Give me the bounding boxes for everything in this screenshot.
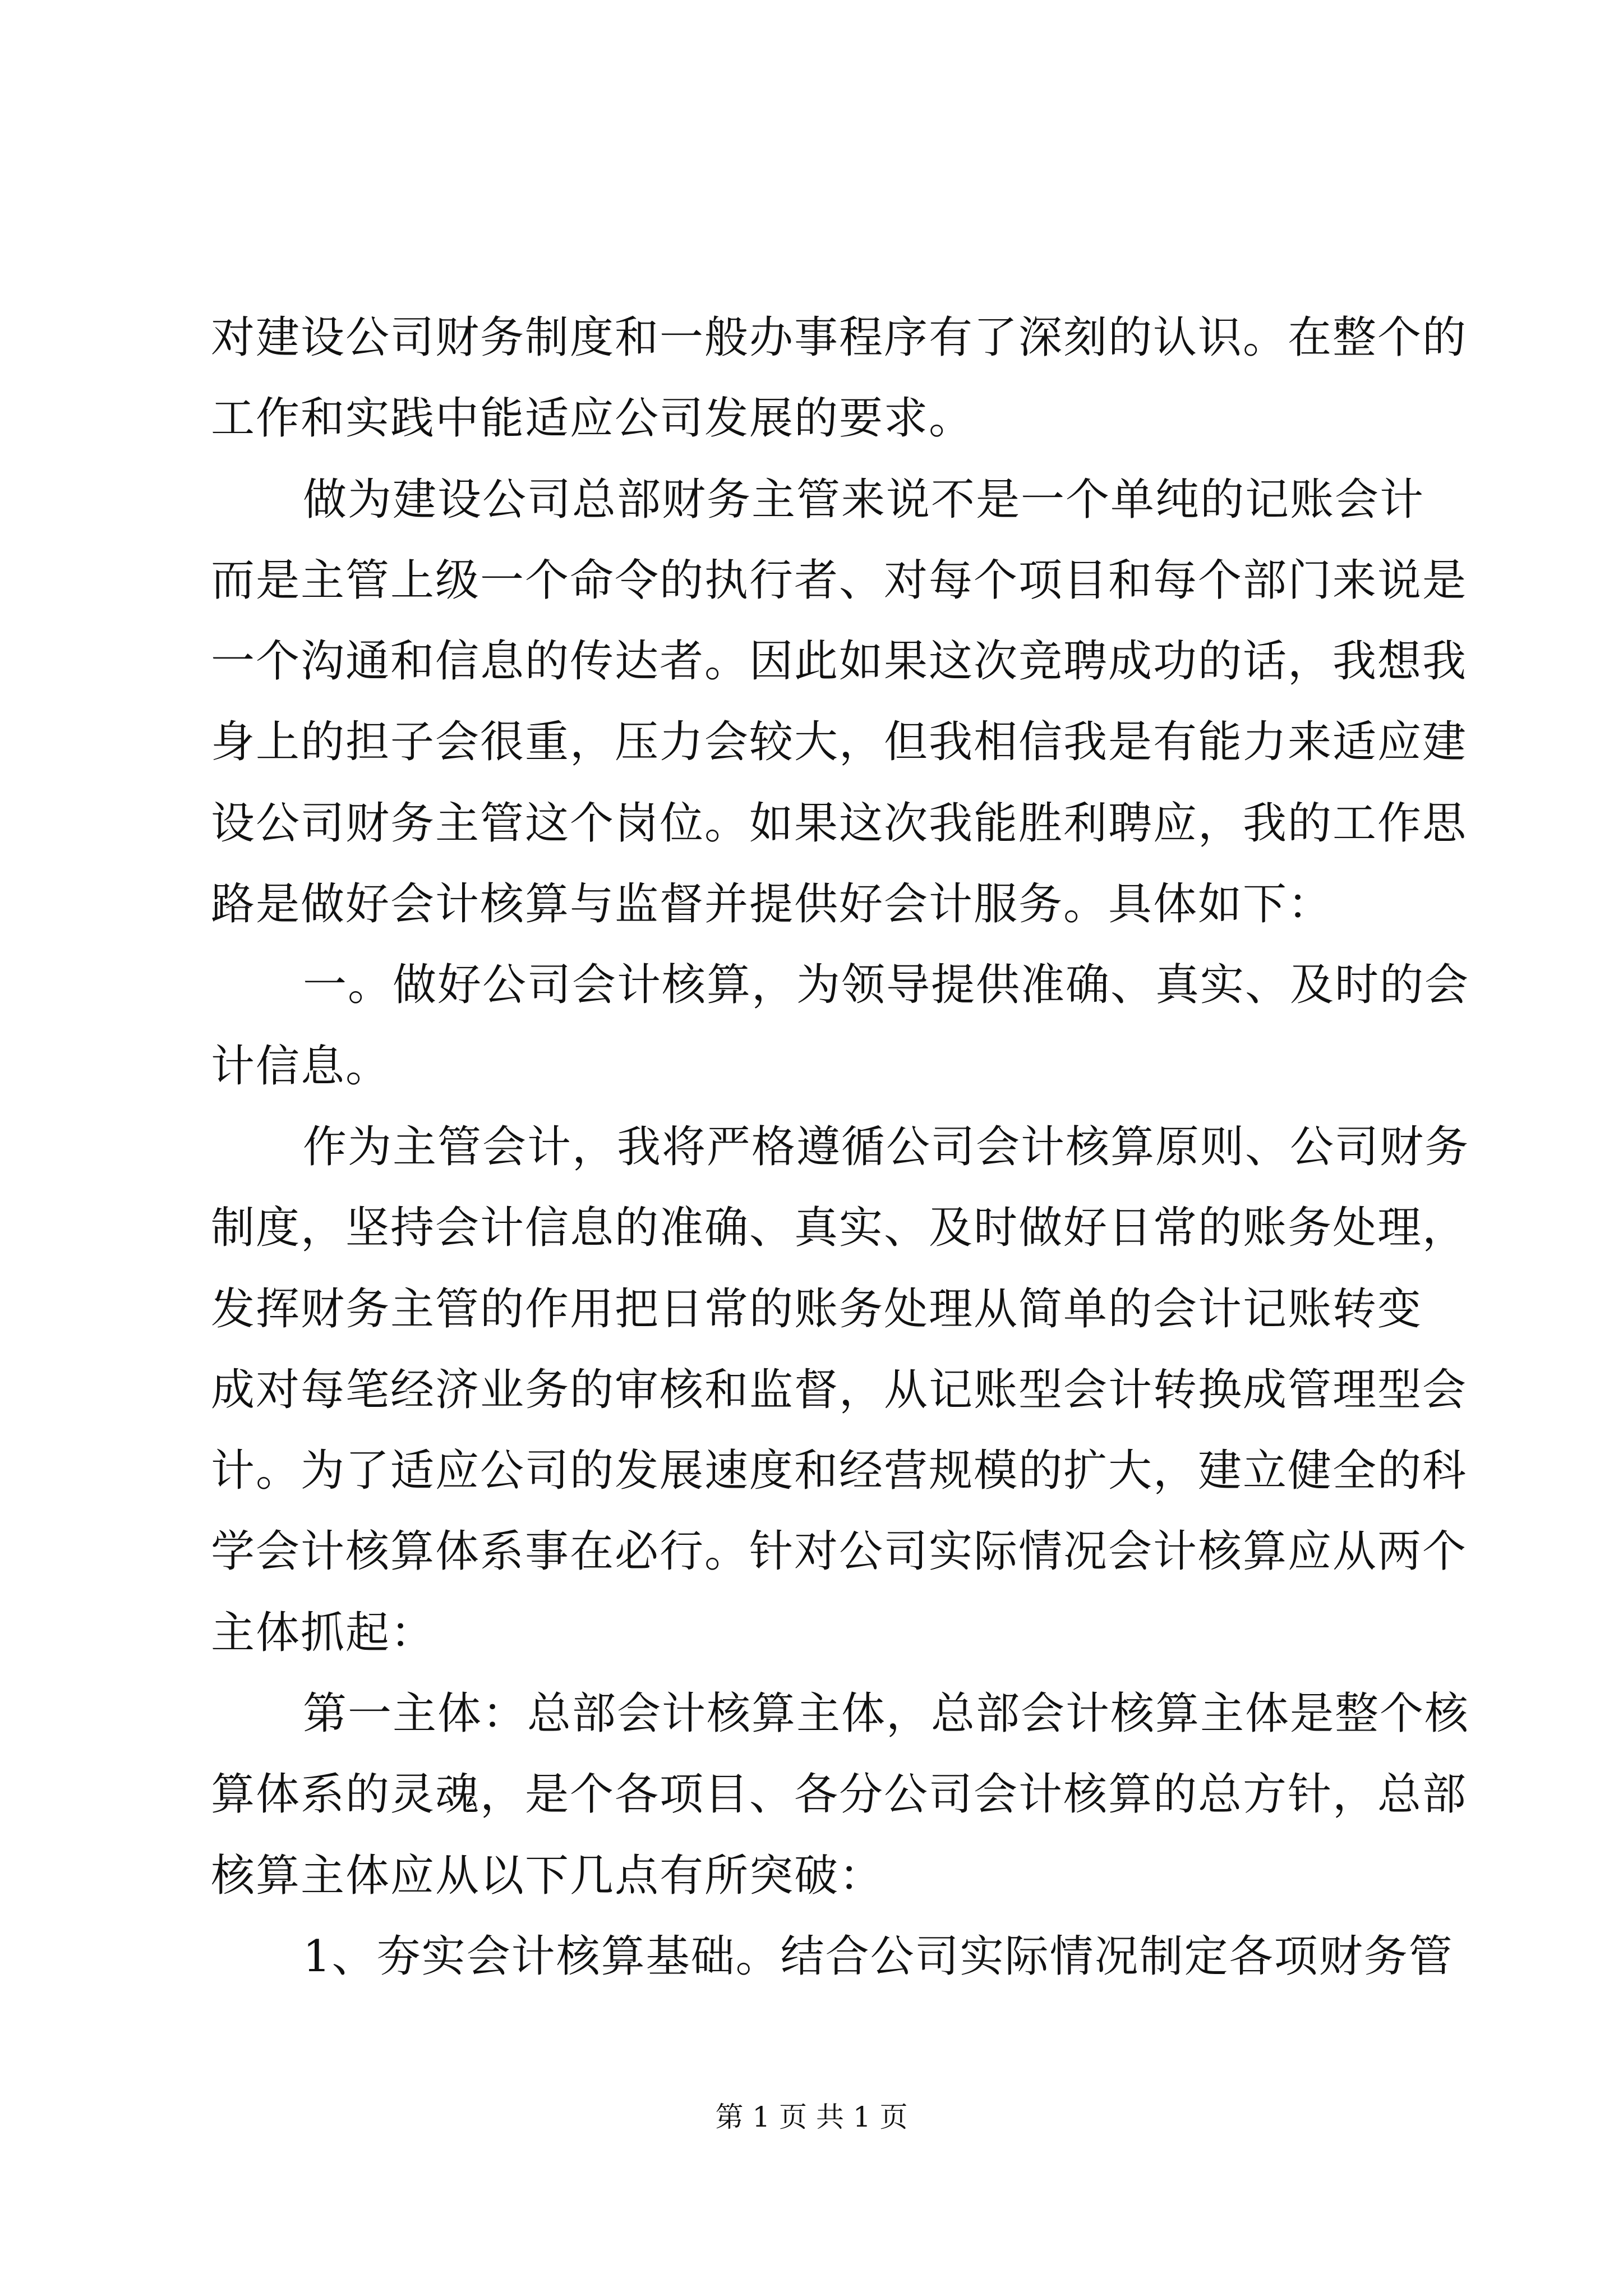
body-text [211, 297, 1470, 1997]
text-line: 路是做好会计核算与监督并提供好会计服务。具体如下： [211, 879, 1333, 930]
text-line: 1、夯实会计核算基础。结合公司实际情况制定各项财务管 [303, 1931, 1454, 1982]
text-line: 一个沟通和信息的传达者。因此如果这次竞聘成功的话，我想我 [211, 636, 1468, 687]
text-line: 而是主管上级一个命令的执行者、对每个项目和每个部门来说是 [211, 555, 1468, 606]
text-line: 学会计核算体系事在必行。针对公司实际情况会计核算应从两个 [211, 1526, 1468, 1577]
text-line: 工作和实践中能适应公司发展的要求。 [211, 393, 974, 444]
text-line: 计信息。 [211, 1041, 391, 1092]
text-line: 设公司财务主管这个岗位。如果这次我能胜利聘应，我的工作思 [211, 798, 1468, 849]
text-line: 第一主体：总部会计核算主体，总部会计核算主体是整个核 [303, 1688, 1470, 1740]
text-line: 一。做好公司会计核算，为领导提供准确、真实、及时的会 [303, 960, 1470, 1011]
text-line: 作为主管会计，我将严格遵循公司会计核算原则、公司财务 [303, 1121, 1470, 1172]
text-line: 制度，坚持会计信息的准确、真实、及时做好日常的账务处理， [211, 1203, 1468, 1254]
page-footer: 第 1 页 共 1 页 [715, 2101, 908, 2133]
text-line: 主体抓起： [211, 1607, 436, 1658]
text-line: 做为建设公司总部财务主管来说不是一个单纯的记账会计 [303, 474, 1425, 525]
text-line: 身上的担子会很重，压力会较大，但我相信我是有能力来适应建 [211, 717, 1468, 768]
text-line: 算体系的灵魂，是个各项目、各分公司会计核算的总方针，总部 [211, 1769, 1468, 1820]
text-line: 成对每笔经济业务的审核和监督，从记账型会计转换成管理型会 [211, 1364, 1468, 1415]
text-line: 计。为了适应公司的发展速度和经营规模的扩大，建立健全的科 [211, 1446, 1468, 1497]
text-line: 核算主体应从以下几点有所突破： [211, 1850, 884, 1901]
text-line: 对建设公司财务制度和一般办事程序有了深刻的认识。在整个的 [211, 312, 1468, 363]
text-line: 发挥财务主管的作用把日常的账务处理从简单的会计记账转变 [211, 1283, 1423, 1335]
